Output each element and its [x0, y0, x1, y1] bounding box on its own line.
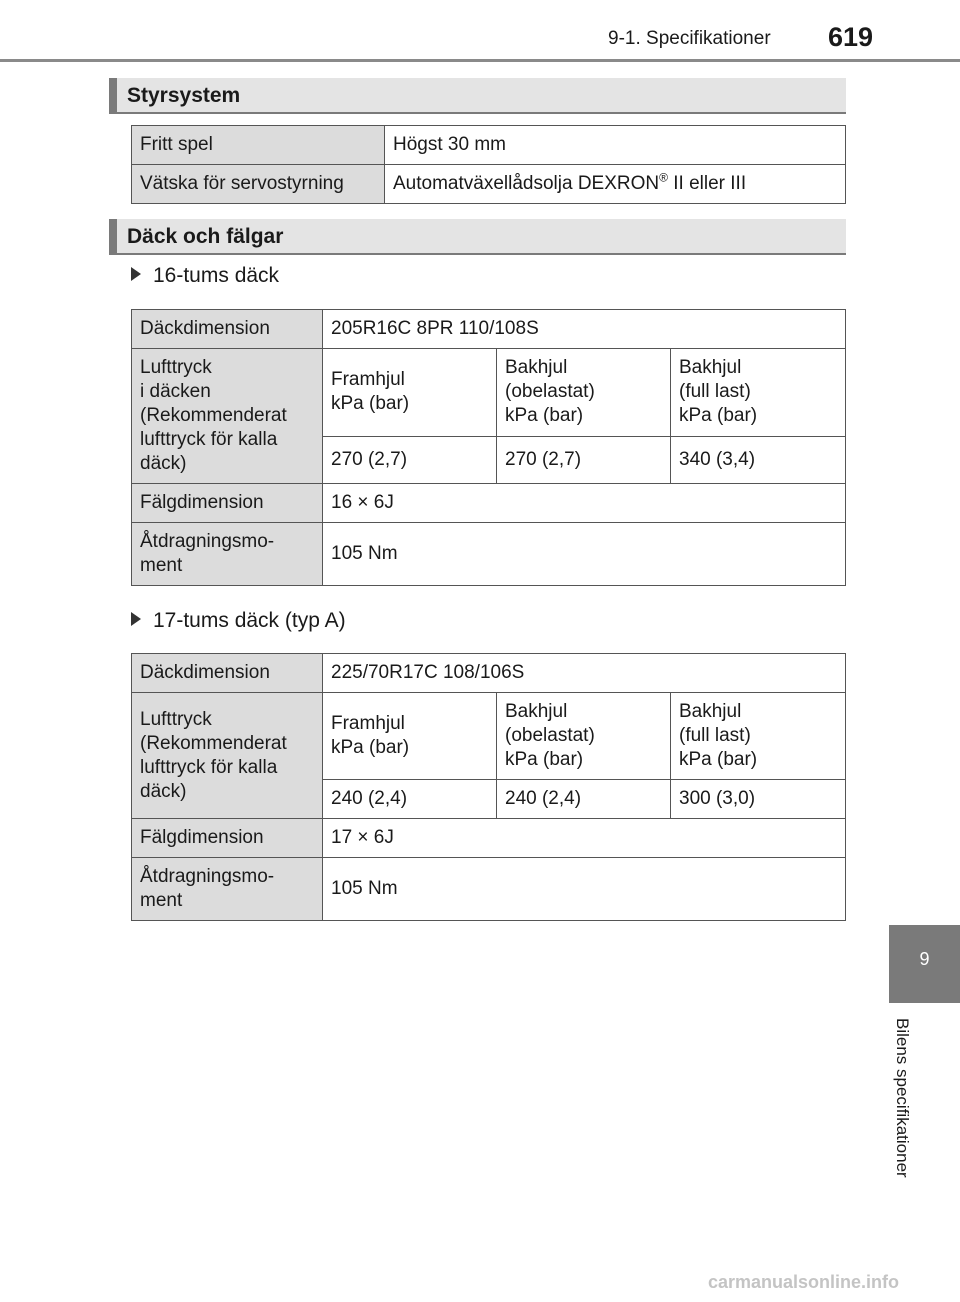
header-divider	[0, 59, 960, 62]
table-label-cell: Däckdimension	[132, 310, 323, 349]
table-label-cell: Fritt spel	[132, 126, 385, 165]
table-row	[132, 349, 846, 437]
table-row	[132, 819, 846, 858]
table-value-cell: 17 × 6J	[323, 819, 846, 858]
subheading-16-inch	[131, 264, 279, 288]
table-value-cell: 225/70R17C 108/106S	[323, 654, 846, 693]
table-value-cell: Högst 30 mm	[385, 126, 846, 165]
table-label-cell: Åtdragningsmo- ment	[132, 523, 323, 586]
chapter-tab	[889, 925, 960, 1003]
table-label-cell: Lufttryck (Rekommenderat lufttryck för kalla däck)	[132, 693, 323, 819]
table-value-cell: 300 (3,0)	[671, 780, 846, 819]
table-header-cell: Bakhjul (full last) kPa (bar)	[671, 349, 846, 437]
subheading-text: 16-tums däck	[153, 264, 280, 287]
table-row	[132, 693, 846, 780]
registered-mark: ®	[659, 170, 668, 185]
table-row	[132, 484, 846, 523]
table-value-cell: 270 (2,7)	[323, 436, 497, 483]
table-label-cell: Lufttryck i däcken (Rekommenderat lufttryck för kalla däck)	[132, 349, 323, 484]
table-label-cell: Vätska för servostyrning	[132, 165, 385, 204]
section-heading-tires	[109, 219, 846, 255]
table-row	[132, 165, 846, 204]
table-value-cell: 240 (2,4)	[497, 780, 671, 819]
steering-table	[131, 125, 846, 204]
table-value-cell: 240 (2,4)	[323, 780, 497, 819]
watermark: carmanualsonline.info	[708, 1272, 900, 1292]
section-heading-text: Styrsystem	[127, 84, 241, 107]
table-label-cell: Fälgdimension	[132, 484, 323, 523]
table-value-cell: 340 (3,4)	[671, 436, 846, 483]
table-label-cell: Däckdimension	[132, 654, 323, 693]
table-header-cell: Bakhjul (full last) kPa (bar)	[671, 693, 846, 780]
triangle-bullet-icon	[131, 267, 141, 281]
table-value-cell: 205R16C 8PR 110/108S	[323, 310, 846, 349]
fluid-grade: II eller III	[667, 173, 747, 194]
running-header-title: 9-1. Specifikationer	[608, 28, 771, 49]
section-heading-text: Däck och fälgar	[127, 225, 284, 248]
section-marker	[109, 78, 117, 114]
table-row	[132, 126, 846, 165]
triangle-bullet-icon	[131, 612, 141, 626]
table-value-cell: 105 Nm	[323, 523, 846, 586]
tire-table-16	[131, 309, 846, 586]
table-value-cell: 105 Nm	[323, 858, 846, 921]
section-marker	[109, 219, 117, 255]
tire-table-17	[131, 653, 846, 921]
table-header-cell: Bakhjul (obelastat) kPa (bar)	[497, 349, 671, 437]
table-header-cell: Framhjul kPa (bar)	[323, 693, 497, 780]
fluid-name: Automatväxellådsolja DEXRON	[393, 173, 660, 194]
table-header-cell: Framhjul kPa (bar)	[323, 349, 497, 437]
page-number: 619	[828, 22, 874, 52]
table-row	[132, 858, 846, 921]
table-row	[132, 654, 846, 693]
table-header-cell: Bakhjul (obelastat) kPa (bar)	[497, 693, 671, 780]
table-row	[132, 310, 846, 349]
section-heading-steering	[109, 78, 846, 114]
table-value-cell: 270 (2,7)	[497, 436, 671, 483]
table-value-cell	[385, 165, 846, 204]
table-row	[132, 523, 846, 586]
chapter-number: 9	[919, 949, 930, 969]
subheading-17-inch	[131, 609, 346, 633]
chapter-side-title	[888, 1018, 922, 1208]
chapter-title-text: Bilens specifikationer	[893, 1018, 912, 1178]
table-label-cell: Åtdragningsmo- ment	[132, 858, 323, 921]
subheading-text: 17-tums däck (typ A)	[153, 609, 346, 632]
table-label-cell: Fälgdimension	[132, 819, 323, 858]
table-value-cell: 16 × 6J	[323, 484, 846, 523]
